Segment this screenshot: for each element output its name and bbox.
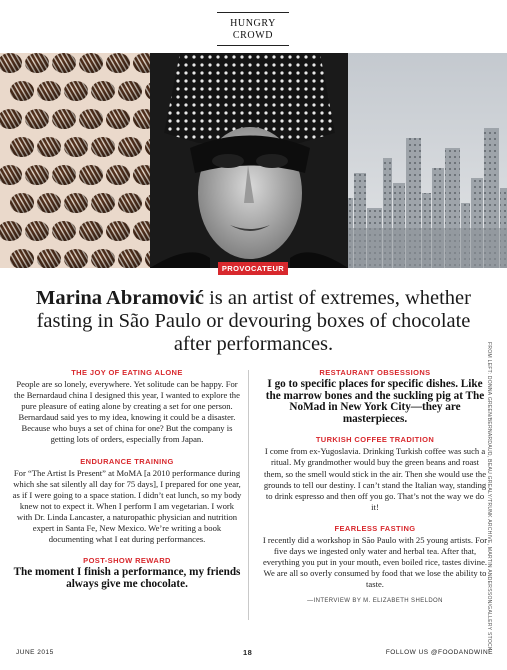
column-divider (248, 370, 249, 620)
section-heading: THE JOY OF EATING ALONE (71, 368, 183, 377)
interview-credit: —INTERVIEW BY M. ELIZABETH SHELDON (307, 598, 443, 605)
section-body: People are so lonely, everywhere. Yet solitude can be happy. For the Bernardaud china I designed this year, I wanted to explore the pure pleasure of eating alone by creating a set for one person. Bernardaud said yes to my idea, knowing it could be a disaster. Because who buys a set of china for one? But the company is getting lots of orders, especially from Japan. (14, 379, 240, 445)
section-body: I recently did a workshop in São Paulo with 25 young artists. For five days we ingested only water and herbal tea. After that, everything you put in your mouth, even boiled rice, tastes divine. We are all so overly consumed by food that we lose the ability to taste. (262, 534, 488, 590)
left-column (12, 368, 242, 600)
photo-credit: FROM LEFT: DONNA GREEN/BERNARDAUD, BEAU GREALY/TRUNK ARCHIVE, MARTIN ANDERSSON/GALLERY STOCK (486, 342, 492, 651)
chocolates-photo (0, 53, 150, 268)
section-heading: RESTAURANT OBSESSIONS (319, 368, 431, 377)
pull-quote: The moment I finish a performance, my friends always give me chocolate. (13, 566, 241, 590)
right-column (262, 368, 488, 604)
social-follow: FOLLOW US @FOODANDWINE (385, 649, 493, 656)
section-header (217, 12, 289, 46)
article-lead (30, 287, 477, 356)
section-heading: FEARLESS FASTING (334, 523, 416, 533)
section-heading: TURKISH COFFEE TRADITION (315, 435, 435, 445)
section-heading: POST-SHOW REWARD (83, 556, 171, 566)
subject-name: Marina Abramović (36, 287, 204, 309)
issue-date: JUNE 2015 (16, 649, 54, 656)
section-body: For “The Artist Is Present” at MoMA [a 2010 performance during which she sat silently all day for 75 days], I prepared for one year, as if I were going to a space station. I didn’t eat lunch, so my body knew not to expect it. When I perform I am vegetarian. I work with Dr. Linda Lancaster, a naturopathic physician and nutrition expert in Santa Fe, New Mexico. We’re writing a book documenting what I eat during performances. (12, 467, 242, 545)
pull-quote: I go to specific places for specific dishes. Like the marrow bones and the suckling pig at The NoMad in New York City—they are masterpieces. (265, 378, 485, 425)
portrait-photo (150, 53, 348, 268)
city-photo (348, 53, 507, 268)
photo-strip (0, 53, 507, 268)
section-header-line1: HUNGRY (230, 17, 276, 29)
section-heading: ENDURANCE TRAINING (80, 456, 174, 466)
section-header-line2: CROWD (232, 29, 274, 41)
page-footer (0, 648, 507, 660)
category-badge: PROVOCATEUR (218, 262, 288, 275)
section-body: I come from ex-Yugoslavia. Drinking Turkish coffee was such a ritual. My grandmother would buy the green beans and roast them, so the smell would stick in the air. Then she would use the grounds to tell our destiny. I can’t stand the Italian way, standing to drink espresso and then off you go. That’s not the way we do it! (263, 446, 487, 512)
page-number: 18 (243, 648, 253, 657)
lead-text: is an artist of extremes, whether fasting in São Paulo or devouring boxes of chocolate after performances. (36, 287, 471, 355)
